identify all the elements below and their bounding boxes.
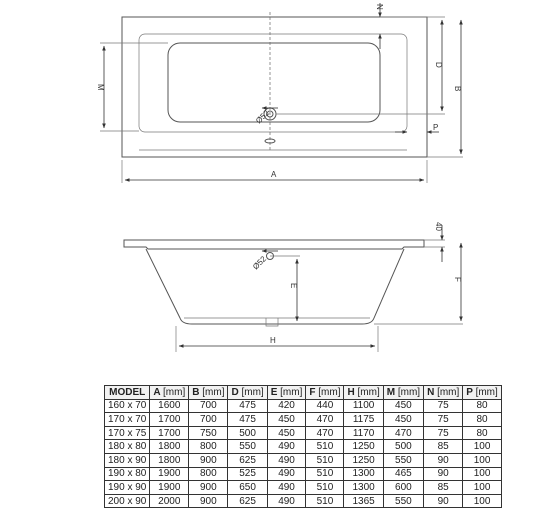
column-key: N bbox=[427, 386, 435, 398]
column-header-model bbox=[105, 386, 150, 400]
table-cell: 550 bbox=[228, 440, 267, 454]
column-key: M bbox=[386, 386, 396, 398]
table-row bbox=[105, 413, 502, 427]
table-cell: 490 bbox=[267, 453, 306, 467]
table-cell: 700 bbox=[189, 413, 228, 427]
table-cell: 100 bbox=[463, 453, 502, 467]
table-cell: 625 bbox=[228, 494, 267, 508]
table-cell: 75 bbox=[424, 413, 463, 427]
table-cell: 90 bbox=[424, 453, 463, 467]
tub-side-body bbox=[146, 249, 404, 324]
drain-diameter-label-side: Ø52 bbox=[251, 254, 269, 272]
table-cell: 550 bbox=[383, 453, 423, 467]
dim-label-p: P bbox=[433, 123, 439, 132]
table-cell: 1600 bbox=[150, 399, 189, 413]
table-cell: 100 bbox=[463, 440, 502, 454]
column-unit: [mm] bbox=[202, 386, 225, 398]
table-row bbox=[105, 399, 502, 413]
column-key: F bbox=[309, 386, 316, 398]
column-unit: [mm] bbox=[241, 386, 264, 398]
table-cell: 470 bbox=[306, 426, 344, 440]
table-cell: 490 bbox=[267, 467, 306, 481]
column-key: D bbox=[231, 386, 239, 398]
column-key: P bbox=[466, 386, 473, 398]
dim-label-f: F bbox=[453, 277, 462, 282]
column-header-n bbox=[424, 386, 463, 400]
table-cell: 170 x 75 bbox=[105, 426, 150, 440]
table-cell: 90 bbox=[424, 494, 463, 508]
column-key: H bbox=[347, 386, 355, 398]
table-cell: 650 bbox=[228, 481, 267, 495]
table-cell: 475 bbox=[228, 413, 267, 427]
table-cell: 1250 bbox=[344, 453, 383, 467]
table-cell: 470 bbox=[383, 426, 423, 440]
table-cell: 450 bbox=[267, 413, 306, 427]
table-cell: 450 bbox=[383, 399, 423, 413]
table-cell: 900 bbox=[189, 453, 228, 467]
table-cell: 510 bbox=[306, 467, 344, 481]
dim-label-h: H bbox=[270, 336, 276, 345]
table-cell: 490 bbox=[267, 494, 306, 508]
side-view bbox=[124, 222, 463, 352]
table-cell: 1300 bbox=[344, 467, 383, 481]
table-cell: 90 bbox=[424, 467, 463, 481]
dim-label-rim: 40 bbox=[434, 222, 443, 231]
table-cell: 450 bbox=[383, 413, 423, 427]
column-header-e bbox=[267, 386, 306, 400]
table-cell: 190 x 80 bbox=[105, 467, 150, 481]
table-cell: 100 bbox=[463, 481, 502, 495]
table-cell: 200 x 90 bbox=[105, 494, 150, 508]
table-cell: 85 bbox=[424, 481, 463, 495]
table-cell: 440 bbox=[306, 399, 344, 413]
table-cell: 700 bbox=[189, 399, 228, 413]
dim-label-m: M bbox=[96, 84, 105, 91]
table-cell: 510 bbox=[306, 440, 344, 454]
column-header-h bbox=[344, 386, 383, 400]
tub-side-rim bbox=[124, 240, 424, 249]
column-header-p bbox=[463, 386, 502, 400]
table-cell: 500 bbox=[383, 440, 423, 454]
column-key: B bbox=[192, 386, 200, 398]
table-cell: 1900 bbox=[150, 481, 189, 495]
table-cell: 800 bbox=[189, 467, 228, 481]
drain-top bbox=[254, 108, 278, 125]
table-cell: 900 bbox=[189, 494, 228, 508]
table-cell: 75 bbox=[424, 426, 463, 440]
column-key: MODEL bbox=[109, 386, 146, 398]
table-cell: 490 bbox=[267, 481, 306, 495]
column-key: E bbox=[270, 386, 278, 398]
column-key: A bbox=[153, 386, 161, 398]
dim-label-d: D bbox=[434, 62, 443, 68]
dim-label-n: N bbox=[375, 4, 384, 10]
table-cell: 750 bbox=[189, 426, 228, 440]
dim-label-b: B bbox=[453, 86, 462, 92]
table-row bbox=[105, 494, 502, 508]
table-cell: 1700 bbox=[150, 413, 189, 427]
table-cell: 1170 bbox=[344, 426, 383, 440]
table-row bbox=[105, 453, 502, 467]
table-cell: 180 x 80 bbox=[105, 440, 150, 454]
column-header-f bbox=[306, 386, 344, 400]
table-cell: 180 x 90 bbox=[105, 453, 150, 467]
column-header-d bbox=[228, 386, 267, 400]
drain-diameter-label-top: Ø52 bbox=[254, 108, 272, 126]
table-cell: 1800 bbox=[150, 440, 189, 454]
table-cell: 500 bbox=[228, 426, 267, 440]
table-cell: 1175 bbox=[344, 413, 383, 427]
table-cell: 80 bbox=[463, 413, 502, 427]
table-cell: 100 bbox=[463, 467, 502, 481]
table-cell: 75 bbox=[424, 399, 463, 413]
table-cell: 900 bbox=[189, 481, 228, 495]
table-cell: 80 bbox=[463, 426, 502, 440]
table-row bbox=[105, 440, 502, 454]
table-cell: 190 x 90 bbox=[105, 481, 150, 495]
table-cell: 525 bbox=[228, 467, 267, 481]
column-header-a bbox=[150, 386, 189, 400]
table-cell: 1800 bbox=[150, 453, 189, 467]
drain-side bbox=[251, 251, 278, 271]
table-body bbox=[105, 399, 502, 508]
column-unit: [mm] bbox=[475, 386, 498, 398]
table-cell: 160 x 70 bbox=[105, 399, 150, 413]
table-cell: 625 bbox=[228, 453, 267, 467]
column-header-b bbox=[189, 386, 228, 400]
dim-label-e: E bbox=[289, 283, 298, 289]
table-cell: 510 bbox=[306, 494, 344, 508]
table-cell: 510 bbox=[306, 453, 344, 467]
table-cell: 465 bbox=[383, 467, 423, 481]
table-cell: 800 bbox=[189, 440, 228, 454]
tub-inner-edge bbox=[139, 34, 407, 132]
table-cell: 550 bbox=[383, 494, 423, 508]
column-unit: [mm] bbox=[163, 386, 186, 398]
table-cell: 420 bbox=[267, 399, 306, 413]
table-cell: 1900 bbox=[150, 467, 189, 481]
table-row bbox=[105, 467, 502, 481]
column-unit: [mm] bbox=[318, 386, 341, 398]
table-cell: 450 bbox=[267, 426, 306, 440]
table-header-row bbox=[105, 386, 502, 400]
table-cell: 475 bbox=[228, 399, 267, 413]
table-cell: 1700 bbox=[150, 426, 189, 440]
table-cell: 100 bbox=[463, 494, 502, 508]
table-cell: 470 bbox=[306, 413, 344, 427]
table-cell: 1100 bbox=[344, 399, 383, 413]
table-cell: 510 bbox=[306, 481, 344, 495]
dim-label-a: A bbox=[271, 170, 277, 179]
table-cell: 1300 bbox=[344, 481, 383, 495]
table-cell: 80 bbox=[463, 399, 502, 413]
column-header-m bbox=[383, 386, 423, 400]
table-cell: 170 x 70 bbox=[105, 413, 150, 427]
table-row bbox=[105, 426, 502, 440]
table-cell: 490 bbox=[267, 440, 306, 454]
table-cell: 85 bbox=[424, 440, 463, 454]
column-unit: [mm] bbox=[437, 386, 460, 398]
table-cell: 1365 bbox=[344, 494, 383, 508]
column-unit: [mm] bbox=[397, 386, 421, 398]
dimensions-table bbox=[104, 385, 502, 508]
column-unit: [mm] bbox=[280, 386, 303, 398]
column-unit: [mm] bbox=[357, 386, 380, 398]
table-cell: 1250 bbox=[344, 440, 383, 454]
table-cell: 2000 bbox=[150, 494, 189, 508]
table-row bbox=[105, 481, 502, 495]
table-cell: 600 bbox=[383, 481, 423, 495]
top-view bbox=[96, 3, 463, 183]
